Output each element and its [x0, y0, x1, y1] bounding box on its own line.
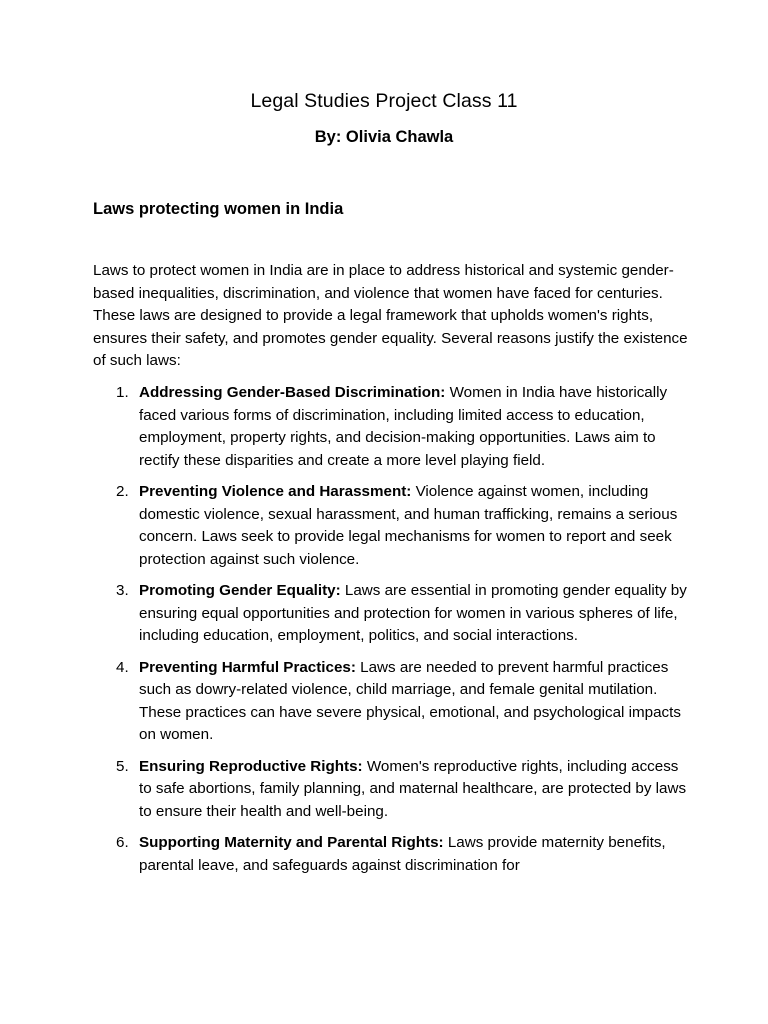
list-item-number: 3. [116, 582, 129, 599]
list-item-number: 5. [116, 757, 129, 775]
list-item-title: Preventing Violence and Harassment: [139, 483, 412, 500]
document-title: Legal Studies Project Class 11 [250, 90, 518, 112]
list-item [93, 481, 693, 571]
list-item-number: 6. [116, 834, 129, 851]
list-item [93, 832, 693, 877]
list-item-number: 4. [116, 658, 129, 676]
list-item-title: Supporting Maternity and Parental Rights: [139, 834, 444, 851]
list-item-title: Addressing Gender-Based Discrimination: [139, 384, 446, 401]
list-item [93, 657, 693, 747]
list-item [93, 580, 693, 648]
list-item-text: Women in India have historically faced various forms of discrimination, including limited access to education, employment, property rights, and decision-making opportunities. Laws aim to rectify these disparities and create a more level playing field. [139, 384, 668, 469]
list-item-number: 1. [116, 384, 129, 401]
list-item-number: 2. [116, 483, 129, 500]
list-item-text: Laws provide maternity benefits, parental leave, and safeguards against discrimination for [139, 834, 666, 874]
list-item [93, 382, 693, 472]
document-author: By: Olivia Chawla [314, 128, 454, 146]
list-item-text: Laws are essential in promoting gender equality by ensuring equal opportunities and protection for women in various spheres of life, including education, employment, politics, and social interactions. [139, 582, 687, 644]
section-heading: Laws protecting women in India [93, 200, 344, 218]
list-item-text: Women's reproductive rights, including access to safe abortions, family planning, and maternal healthcare, are protected by laws to ensure their health and well-being. [139, 757, 687, 820]
list-item-text: Violence against women, including domestic violence, sexual harassment, and human trafficking, remains a serious concern. Laws seek to provide legal mechanisms for women to report and seek protection against such violence. [139, 483, 678, 568]
intro-paragraph: Laws to protect women in India are in place to address historical and systemic gender-based inequalities, discrimination, and violence that women have faced for centuries. These laws are designed to provide a legal framework that upholds women's rights, ensures their safety, and promotes gender equality. Several reasons justify the existence of such laws: [93, 262, 688, 369]
reasons-list [93, 382, 693, 886]
list-item [93, 756, 693, 824]
list-item-title: Preventing Harmful Practices: [139, 658, 356, 676]
list-item-title: Promoting Gender Equality: [139, 582, 341, 599]
list-item-title: Ensuring Reproductive Rights: [139, 757, 363, 775]
list-item-text: Laws are needed to prevent harmful practices such as dowry-related violence, child marriage, and female genital mutilation. These practices can have severe physical, emotional, and psychological impacts on women. [139, 658, 681, 743]
